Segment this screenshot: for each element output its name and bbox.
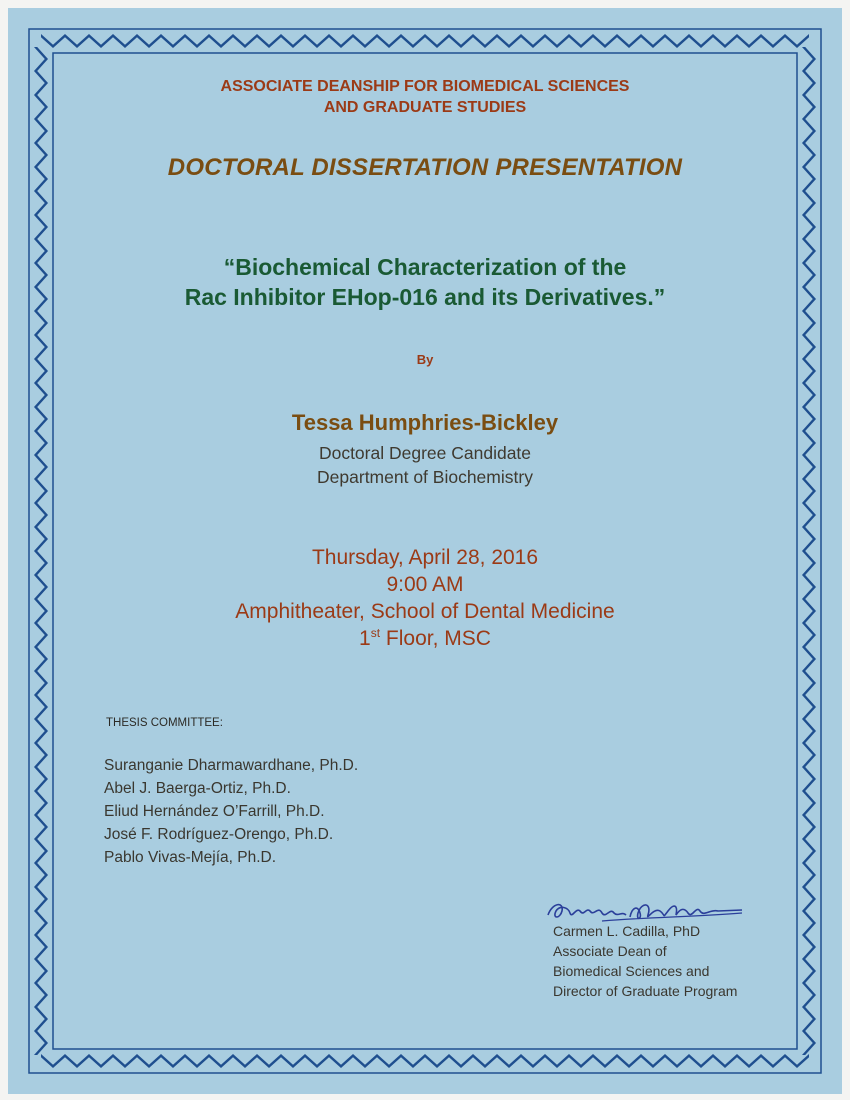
signatory-block bbox=[553, 921, 737, 1001]
deanship-line-2: AND GRADUATE STUDIES bbox=[323, 99, 527, 116]
event-details bbox=[0, 544, 850, 652]
dissertation-title-line-2: Rac Inhibitor EHop-016 and its Derivatives.” bbox=[184, 284, 666, 310]
committee-member: Suranganie Dharmawardhane, Ph.D. bbox=[104, 757, 359, 774]
event-type-title: DOCTORAL DISSERTATION PRESENTATION bbox=[167, 154, 683, 181]
floor-rest: Floor, MSC bbox=[380, 627, 491, 650]
dissertation-title bbox=[0, 252, 850, 312]
candidate-department: Department of Biochemistry bbox=[317, 467, 533, 487]
floor-number: 1 bbox=[359, 627, 371, 650]
event-date: Thursday, April 28, 2016 bbox=[311, 546, 539, 569]
candidate-name: Tessa Humphries-Bickley bbox=[291, 410, 559, 435]
committee-member: José F. Rodríguez-Orengo, Ph.D. bbox=[104, 826, 334, 843]
event-venue: Amphitheater, School of Dental Medicine bbox=[235, 600, 615, 623]
by-label: By bbox=[416, 352, 434, 367]
signatory-name: Carmen L. Cadilla, PhD bbox=[553, 923, 701, 939]
floor-ordinal: st bbox=[370, 626, 381, 640]
event-floor bbox=[0, 625, 850, 652]
event-time: 9:00 AM bbox=[386, 573, 464, 596]
committee-member: Abel J. Baerga-Ortiz, Ph.D. bbox=[104, 780, 291, 797]
committee-member: Eliud Hernández O’Farrill, Ph.D. bbox=[104, 803, 325, 820]
deanship-heading bbox=[0, 76, 850, 118]
candidate-role: Doctoral Degree Candidate bbox=[318, 443, 532, 463]
committee-member: Pablo Vivas-Mejía, Ph.D. bbox=[104, 849, 277, 866]
dissertation-title-line-1: “Biochemical Characterization of the bbox=[223, 254, 627, 280]
deanship-line-1: ASSOCIATE DEANSHIP FOR BIOMEDICAL SCIENCES bbox=[220, 78, 630, 95]
signatory-title-1: Associate Dean of bbox=[553, 943, 667, 959]
signatory-title-2: Biomedical Sciences and bbox=[553, 963, 710, 979]
committee-list bbox=[104, 754, 358, 869]
committee-label: THESIS COMMITTEE: bbox=[106, 717, 223, 729]
signatory-title-3: Director of Graduate Program bbox=[553, 983, 738, 999]
candidate-details bbox=[0, 441, 850, 489]
